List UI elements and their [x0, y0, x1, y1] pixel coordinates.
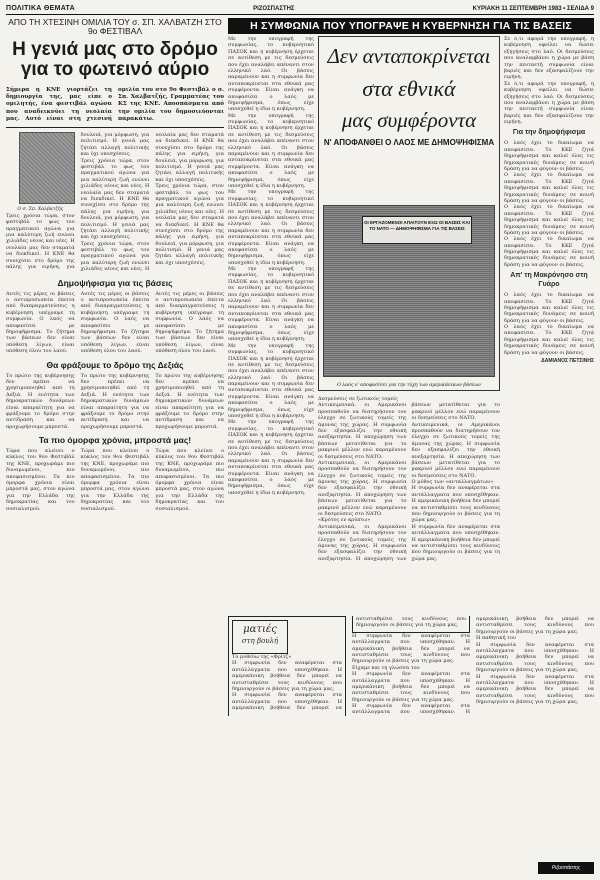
lower-columns [228, 616, 594, 716]
body-paragraph: Τρεις χρόνια τώρα, στον φεστιβάλ το φως του πραγματικού αγώνα για μια καλύτερη ζωή ενώνει χιλιάδες νέους και νέες. Η νεολαία μας δεν σταματά να διεκδικεί. Η ΚΝΕ θα συνεχίσει στο δρόμο της πάλης για ειρήνη, για δουλειά, για μόρφωση, για πολιτισμό. Η γενιά μας ζητάει αλλαγή πολιτικής και όχι υποσχέσεις. [6, 132, 150, 271]
feature-headline-2: στα εθνικά [362, 75, 456, 101]
body-paragraph: Τώρα που κλείνει ο κύκλος του 9ου Φεστιβάλ της ΚΝΕ, προχωράμε πιο δυναμωμένοι, πιο αποφασισμένοι. Τα πιο όμορφα χρόνια είναι μπροστά μας, στον αγώνα για την Ελλάδα της δημοκρατίας και του σοσιαλισμού. [80, 448, 150, 512]
subhead-passive: Η παθητική του [476, 635, 516, 642]
subhead-krotos: «Κρότος εν κρύπτω» [318, 517, 371, 524]
body-paragraph: Τρεις χρόνια τώρα, στον φεστιβάλ το φως του πραγματικού αγώνα για μια καλύτερη ζωή ενώνει χιλιάδες νέους και νέες. Η νεολαία μας δεν σταματά να διεκδικεί. Η ΚΝΕ θα συνεχίσει στο δρόμο της πάλης για ειρήνη, για δουλειά, για μόρφωση, για πολιτισμό. Η γενιά μας ζητάει αλλαγή πολιτικής και όχι υποσχέσεις. [155, 183, 224, 266]
body-paragraph: Τρεις χρόνια τώρα, στον φεστιβάλ το φως του πραγματικού αγώνα για μια καλύτερη ζωή ενώνει χιλιάδες νέους και νέες. Η νεολαία μας δεν σταματά να διεκδικεί. Η ΚΝΕ θα συνεχίσει στο δρόμο της πάλης για ειρήνη, για δουλειά, για μόρφωση, για πολιτισμό. Η γενιά μας ζητάει αλλαγή πολιτικής και όχι υποσχέσεις. [80, 157, 150, 241]
column-4 [504, 36, 594, 364]
section-name: ΠΟΛΙΤΙΚΑ ΘΕΜΑΤΑ [6, 5, 75, 12]
body-paragraph: Ο λαός έχει το δικαίωμα να αποφασίσει. Το ΚΚΕ ζητά δημοψήφισμα και καλεί όλες τις δημοκρατικές δυνάμεις σε κοινή δράση για να φύγουν οι βάσεις. [504, 140, 594, 172]
article-lead: Σήμερα η ΚΝΕ γιορτάζει τη δημιουργία της, μας είπε ο ομιλητής, ένα φεστιβάλ αγώνα που αναδεικνύει τη νεολαία μας. Αυτό είναι στη χτεσινή ομιλία του στο 9ο Φεστιβάλ ο σ. Σπ. Χαλβατζής, Γραμματέας του ΚΣ της ΚΝΕ. Αποσπάσματα από την ομιλία του δημοσιεύονται παρακάτω. [6, 86, 224, 122]
right-article [228, 18, 594, 874]
body-paragraph: Το πρώτο της κυβέρνησης δεν πρέπει να χρησιμοποιηθεί από τη Δεξιά. Η ενότητα των δημοκρατικών δυνάμεων είναι απαραίτητη για να φράξουμε το δρόμο στην αντίδραση και να προχωρήσουμε μπροστά. [155, 372, 224, 430]
paper-name: ΡΙΖΟΣΠΑΣΤΗΣ [253, 5, 295, 12]
body-paragraph: Αυτές τις μέρες οι βάσεις ο αντιπροσωπεία έπειτα από διαπραγματεύσεις η κυβέρνηση υπέγραψε τη συμφωνία. Ο λαός να αποφασίσει με δημοψήφισμα. Το ζήτημα των βάσεων δεν είναι υπόθεση λίγων, είναι υπόθεση όλου του λαού. [80, 290, 150, 355]
article-body-2 [6, 291, 224, 355]
subhead-language: Είχαμε και τη γλώσσα του [352, 664, 420, 671]
right-article-body [228, 36, 594, 874]
body-paragraph: Τώρα που κλείνει ο κύκλος του 9ου Φεστιβάλ της ΚΝΕ, προχωράμε πιο δυναμωμένοι, πιο αποφασισμένοι. Τα πιο όμορφα χρόνια είναι μπροστά μας, στον αγώνα για την Ελλάδα της δημοκρατίας και του σοσιαλισμού. [6, 448, 75, 512]
middle-block [318, 396, 500, 562]
body-paragraph: Αντικειμενικά, οι Αμερικάνοι προσπαθούν να διατηρήσουν τον έλεγχο σε ζωτικούς τομείς της άμυνας της χώρας. Η συμφωνία δεν εξασφαλίζει την εθνική ανεξαρτησία. Η αποχώρηση των βάσεων μετατίθεται για το μακρινό μέλλον ενώ παραμένουν οι δεσμεύσεις στο ΝΑΤΟ. [318, 459, 407, 518]
body-paragraph: Ο λαός έχει το δικαίωμα να αποφασίσει. Το ΚΚΕ ζητά δημοψήφισμα και καλεί όλες τις δημοκρατικές δυνάμεις σε κοινή δράση για να φύγουν οι βάσεις. [504, 292, 594, 324]
feature-headline-1: Δεν ανταποκρίνεται [327, 44, 491, 68]
subhead-referendum: Δημοψήφισμα για τις βάσεις [57, 277, 173, 288]
feature-box [318, 36, 500, 391]
protest-banner-sign: ΟΙ ΕΡΓΑΖΟΜΕΝΟΙ ΑΠΑΙΤΟΥΝ ΕΞΩ ΟΙ ΒΑΣΕΙΣ ΚΑΙ ΤΟ ΝΑΤΟ — ΔΗΜΟΨΗΦΙΣΜΑ ΓΙΑ ΤΙΣ ΒΑΣΕΙΣ [362, 216, 472, 244]
left-article [6, 18, 224, 874]
author-signature: ΔΑΜΙΑΝΟΣ ΠΕΤΣΙΝΗΣ [541, 358, 594, 365]
body-paragraph: Με την υπογραφή της συμφωνίας, το κυβερνητικό ΠΑΣΟΚ και η κυβέρνηση έρχεται σε αντίθεση με τις δεσμεύσεις που έχει αναλάβει απέναντι στον ελληνικό λαό. Οι βάσεις παραμένουν και η συμφωνία δεν ανταποκρίνεται στα εθνικά μας συμφέροντα. Είναι ανάγκη να αποφασίσει ο λαός με δημοψήφισμα, όπως είχε υποσχεθεί η ίδια η κυβέρνηση. [228, 342, 314, 420]
body-paragraph: Αντικειμενικά, οι Αμερικάνοι προσπαθούν να διατηρήσουν τον έλεγχο σε ζωτικούς τομείς της άμυνας της χώρας. Η συμφωνία δεν εξασφαλίζει την εθνική ανεξαρτησία. Η αποχώρηση των βάσεων μετατίθεται για το μακρινό μέλλον ενώ παραμένουν οι δεσμεύσεις στο ΝΑΤΟ. [411, 421, 500, 479]
body-paragraph: Αυτές τις μέρες οι βάσεις ο αντιπροσωπεία έπειτα από διαπραγματεύσεις η κυβέρνηση υπέγραψε τη συμφωνία. Ο λαός να αποφασίσει με δημοψήφισμα. Το ζήτημα των βάσεων δεν είναι υπόθεση λίγων, είναι υπόθεση όλου του λαού. [6, 290, 75, 355]
column-logo [232, 620, 288, 654]
article-headline: Η γενιά μας στο δρόμο για το φωτεινό αύριο [12, 38, 218, 81]
article-kicker: ΑΠΟ ΤΗ ΧΤΕΣΙΝΗ ΟΜΙΛΙΑ ΤΟΥ σ. ΣΠ. ΧΑΛΒΑΤΖΗ ΣΤΟ 9ο ΦΕΣΤΙΒΑΛ [8, 17, 222, 37]
body-paragraph: Με την υπογραφή της συμφωνίας, το κυβερνητικό ΠΑΣΟΚ και η κυβέρνηση έρχεται σε αντίθεση με τις δεσμεύσεις που έχει αναλάβει απέναντι στον ελληνικό λαό. Οι βάσεις παραμένουν και η συμφωνία δεν ανταποκρίνεται στα εθνικά μας συμφέροντα. Είναι ανάγκη να αποφασίσει ο λαός με δημοψήφισμα, όπως είχε υποσχεθεί η ίδια η κυβέρνηση. [228, 112, 314, 189]
article-body-1 [6, 132, 224, 273]
article-banner: Η ΣΥΜΦΩΝΙΑ ΠΟΥ ΥΠΟΓΡΑΨΕ Η ΚΥΒΕΡΝΗΣΗ ΓΙΑ ΤΙΣ ΒΑΣΕΙΣ [228, 18, 594, 34]
divider [6, 127, 224, 128]
subhead-commitments: Δεσμεύσεις σε ζωτικούς τομείς [318, 396, 398, 402]
subhead-referendum-right: Για την δημοψήφισμα [512, 129, 586, 137]
body-paragraph: Το πρώτο της κυβέρνησης δεν πρέπει να χρησιμοποιηθεί από τη Δεξιά. Η ενότητα των δημοκρατικών δυνάμεων είναι απαραίτητη για να φράξουμε το δρόμο στην αντίδραση και να προχωρήσουμε μπροστά. [6, 372, 75, 430]
article-body-4 [6, 448, 224, 512]
body-paragraph: Αυτές τις μέρες οι βάσεις ο αντιπροσωπεία έπειτα από διαπραγματεύσεις η κυβέρνηση υπέγραψε τη συμφωνία. Ο λαός να αποφασίσει με δημοψήφισμα. Το ζήτημα των βάσεων δεν είναι υπόθεση λίγων, είναι υπόθεση όλου του λαού. [155, 290, 224, 355]
subhead-makronisos: Απ' τη Μακρόνησο στη Γυάρο [510, 272, 588, 289]
body-paragraph: Ο λαός έχει το δικαίωμα να αποφασίσει. Το ΚΚΕ ζητά δημοψήφισμα και καλεί όλες τις δημοκρατικές δυνάμεις σε κοινή δράση για να φύγουν οι βάσεις. [504, 204, 594, 236]
body-paragraph: Σε ό,τι αφορά την υπογραφή, η κυβέρνηση οφείλει να δώσει εξηγήσεις στο λαό. Οι δεσμεύσεις που αναλαμβάνει η χώρα με βάση την πενταετή συμφωνία είναι βαριές και δεν εξασφαλίζουν την ειρήνη. [504, 80, 594, 126]
column-logo-line-1: ματιές [243, 624, 277, 635]
subhead-myth: Ο μύθος των «ανταλλαγμάτων» [411, 479, 494, 486]
body-paragraph: Αντικειμενικά, οι Αμερικάνοι προσπαθούν να διατηρήσουν τον έλεγχο σε ζωτικούς τομείς της άμυνας της χώρας. Η συμφωνία δεν εξασφαλίζει την εθνική ανεξαρτησία. Η αποχώρηση των βάσεων μετατίθεται για το μακρινό μέλλον ενώ παραμένουν οι δεσμεύσεις στο ΝΑΤΟ. [318, 402, 407, 460]
portrait-caption: Ο σ. Σπ. Χαλβατζής [17, 207, 64, 213]
body-paragraph: Αντικειμενικά, οι Αμερικάνοι προσπαθούν να διατηρήσουν τον έλεγχο σε ζωτικούς τομείς της άμυνας της χώρας. Η συμφωνία δεν εξασφαλίζει την εθνική ανεξαρτησία. Η αποχώρηση των βάσεων μετατίθεται για το μακρινό μέλλον ενώ παραμένουν οι δεσμεύσεις στο ΝΑΤΟ. [318, 402, 500, 562]
body-paragraph: Τώρα που κλείνει ο κύκλος του 9ου Φεστιβάλ της ΚΝΕ, προχωράμε πιο δυναμωμένοι, πιο αποφασισμένοι. Τα πιο όμορφα χρόνια είναι μπροστά μας, στον αγώνα για την Ελλάδα της δημοκρατίας και του σοσιαλισμού. [155, 448, 224, 512]
feature-deck: Ν' ΑΠΟΦΑΝΘΕΙ Ο ΛΑΟΣ ΜΕ ΔΗΜΟΨΗΦΙΣΜΑ [323, 137, 495, 147]
subhead-fritz: Το μυθεύω της «Φρίτζ» [232, 654, 292, 660]
body-paragraph: Η συμφωνία δεν αναφέρεται στα αντάλλαγματα που υποσχέθηκαν. Η αμερικάνικη βοήθεια δεν μπορεί να αντισταθμίσει τους κινδύνους που δημιουργούν οι βάσεις για τη χώρα μας. [232, 616, 466, 712]
body-paragraph: Η συμφωνία δεν αναφέρεται στα αντάλλαγματα που υποσχέθηκαν. Η αμερικάνικη βοήθεια δεν μπορεί να αντισταθμίσει τους κινδύνους που δημιουργούν οι βάσεις για τη χώρα μας. [352, 671, 470, 703]
body-paragraph: Με την υπογραφή της συμφωνίας, το κυβερνητικό ΠΑΣΟΚ και η κυβέρνηση έρχεται σε αντίθεση με τις δεσμεύσεις που έχει αναλάβει απέναντι στον ελληνικό λαό. Οι βάσεις παραμένουν και η συμφωνία δεν ανταποκρίνεται στα εθνικά μας συμφέροντα. Είναι ανάγκη να αποφασίσει ο λαός με δημοψήφισμα, όπως είχε υποσχεθεί η ίδια η κυβέρνηση. [228, 266, 314, 343]
protest-photo-caption: Ο λαός ν' αποφασίσει για την τύχη των αμερικάνικων βάσεων [337, 383, 481, 388]
body-paragraph: Τρεις χρόνια τώρα, στον φεστιβάλ το φως του πραγματικού αγώνα για μια καλύτερη ζωή ενώνει χιλιάδες νέους και νέες. Η νεολαία μας δεν σταματά να διεκδικεί. Η ΚΝΕ θα συνεχίσει στο δρόμο της πάλης για ειρήνη, για δουλειά, για μόρφωση, για πολιτισμό. Η γενιά μας ζητάει αλλαγή πολιτικής και όχι υποσχέσεις. [80, 132, 224, 273]
body-paragraph: Ο λαός έχει το δικαίωμα να αποφασίσει. Το ΚΚΕ ζητά δημοψήφισμα και καλεί όλες τις δημοκρατικές δυνάμεις σε κοινή δράση για να φύγουν οι βάσεις. [504, 324, 594, 356]
body-paragraph: Το πρώτο της κυβέρνησης δεν πρέπει να χρησιμοποιηθεί από τη Δεξιά. Η ενότητα των δημοκρατικών δυνάμεων είναι απαραίτητη για να φράξουμε το δρόμο στην αντίδραση και να προχωρήσουμε μπροστά. [80, 372, 150, 430]
body-paragraph: Η συμφωνία δεν αναφέρεται στα αντάλλαγματα που υποσχέθηκαν. Η αμερικάνικη βοήθεια δεν μπορεί να αντισταθμίσει τους κινδύνους που δημιουργούν οι βάσεις για τη χώρα μας. [352, 632, 470, 665]
body-paragraph: Με την υπογραφή της συμφωνίας, το κυβερνητικό ΠΑΣΟΚ και η κυβέρνηση έρχεται σε αντίθεση με τις δεσμεύσεις που έχει αναλάβει απέναντι στον ελληνικό λαό. Οι βάσεις παραμένουν και η συμφωνία δεν ανταποκρίνεται στα εθνικά μας συμφέροντα. Είναι ανάγκη να αποφασίσει ο λαός με δημοψήφισμα, όπως είχε υποσχεθεί η ίδια η κυβέρνηση. [228, 189, 314, 266]
protest-photo [323, 205, 495, 377]
body-paragraph: Η συμφωνία δεν αναφέρεται στα αντάλλαγματα που υποσχέθηκαν. Η αμερικάνικη βοήθεια δεν μπορεί να αντισταθμίσει τους κινδύνους που δημιουργούν οι βάσεις για τη χώρα μας. [411, 485, 500, 524]
body-paragraph: Η συμφωνία δεν αναφέρεται στα αντάλλαγματα που υποσχέθηκαν. Η αμερικάνικη βοήθεια δεν μπορεί να αντισταθμίσει τους κινδύνους που δημιουργούν οι βάσεις για τη χώρα μας. [232, 660, 342, 692]
lower-row [228, 616, 594, 716]
body-paragraph: Σε ό,τι αφορά την υπογραφή, η κυβέρνηση οφείλει να δώσει εξηγήσεις στο λαό. Οι δεσμεύσεις που αναλαμβάνει η χώρα με βάση την πενταετή συμφωνία είναι βαριές και δεν εξασφαλίζουν την ειρήνη. [504, 36, 594, 81]
portrait-photo [19, 132, 75, 204]
body-paragraph: Με την υπογραφή της συμφωνίας, το κυβερνητικό ΠΑΣΟΚ και η κυβέρνηση έρχεται σε αντίθεση με τις δεσμεύσεις που έχει αναλάβει απέναντι στον ελληνικό λαό. Οι βάσεις παραμένουν και η συμφωνία δεν ανταποκρίνεται στα εθνικά μας συμφέροντα. Είναι ανάγκη να αποφασίσει ο λαός με δημοψήφισμα, όπως είχε υποσχεθεί η ίδια η κυβέρνηση. [228, 419, 314, 496]
body-paragraph: Η συμφωνία δεν αναφέρεται στα αντάλλαγματα που υποσχέθηκαν. Η αμερικάνικη βοήθεια δεν μπορεί να αντισταθμίσει τους κινδύνους που δημιουργούν οι βάσεις για τη χώρα μας. [411, 523, 500, 562]
column-1 [228, 36, 314, 496]
subhead-future: Τα πιο όμορφα χρόνια, μπροστά μας! [38, 435, 192, 446]
date-page: ΚΥΡΙΑΚΗ 11 ΣΕΠΤΕΜΒΡΗ 1983 • ΣΕΛΙΔΑ 9 [472, 5, 594, 12]
body-paragraph: Ο λαός έχει το δικαίωμα να αποφασίσει. Το ΚΚΕ ζητά δημοψήφισμα και καλεί όλες τις δημοκρατικές δυνάμεις σε κοινή δράση για να φύγουν οι βάσεις. [504, 172, 594, 204]
article-body-3 [6, 373, 224, 431]
running-header [6, 3, 594, 15]
body-paragraph: Η συμφωνία δεν αναφέρεται στα αντάλλαγματα που υποσχέθηκαν. Η αμερικάνικη βοήθεια δεν μπορεί να αντισταθμίσει τους κινδύνους που δημιουργούν οι βάσεις για τη χώρα μας. [476, 673, 594, 706]
feature-headline-3: μας συμφέροντα [341, 108, 477, 133]
column-logo-line-2: στη βουλή [241, 637, 279, 645]
middle-columns [318, 402, 500, 562]
body-paragraph: Ο λαός έχει το δικαίωμα να αποφασίσει. Το ΚΚΕ ζητά δημοψήφισμα και καλεί όλες τις δημοκρατικές δυνάμεις σε κοινή δράση για να φύγουν οι βάσεις. [504, 236, 594, 268]
subhead-right: Θα φράξουμε το δρόμο της Δεξιάς [46, 359, 184, 370]
body-paragraph: Με την υπογραφή της συμφωνίας, το κυβερνητικό ΠΑΣΟΚ και η κυβέρνηση έρχεται σε αντίθεση με τις δεσμεύσεις που έχει αναλάβει απέναντι στον ελληνικό λαό. Οι βάσεις παραμένουν και η συμφωνία δεν ανταποκρίνεται στα εθνικά μας συμφέροντα. Είναι ανάγκη να αποφασίσει ο λαός με δημοψήφισμα, όπως είχε υποσχεθεί η ίδια η κυβέρνηση. [228, 36, 314, 113]
body-paragraph: Η συμφωνία δεν αναφέρεται στα αντάλλαγματα που υποσχέθηκαν. Η αμερικάνικη βοήθεια δεν μπορεί να αντισταθμίσει τους κινδύνους που δημιουργούν οι βάσεις για τη χώρα μας. [476, 641, 594, 674]
body-paragraph: Η συμφωνία δεν αναφέρεται στα αντάλλαγματα που υποσχέθηκαν. Η αμερικάνικη βοήθεια δεν μπορεί να αντισταθμίσει τους κινδύνους που δημιουργούν οι βάσεις για τη χώρα μας. [352, 616, 594, 716]
corner-logo: Ριζοσπάστης [538, 862, 594, 874]
